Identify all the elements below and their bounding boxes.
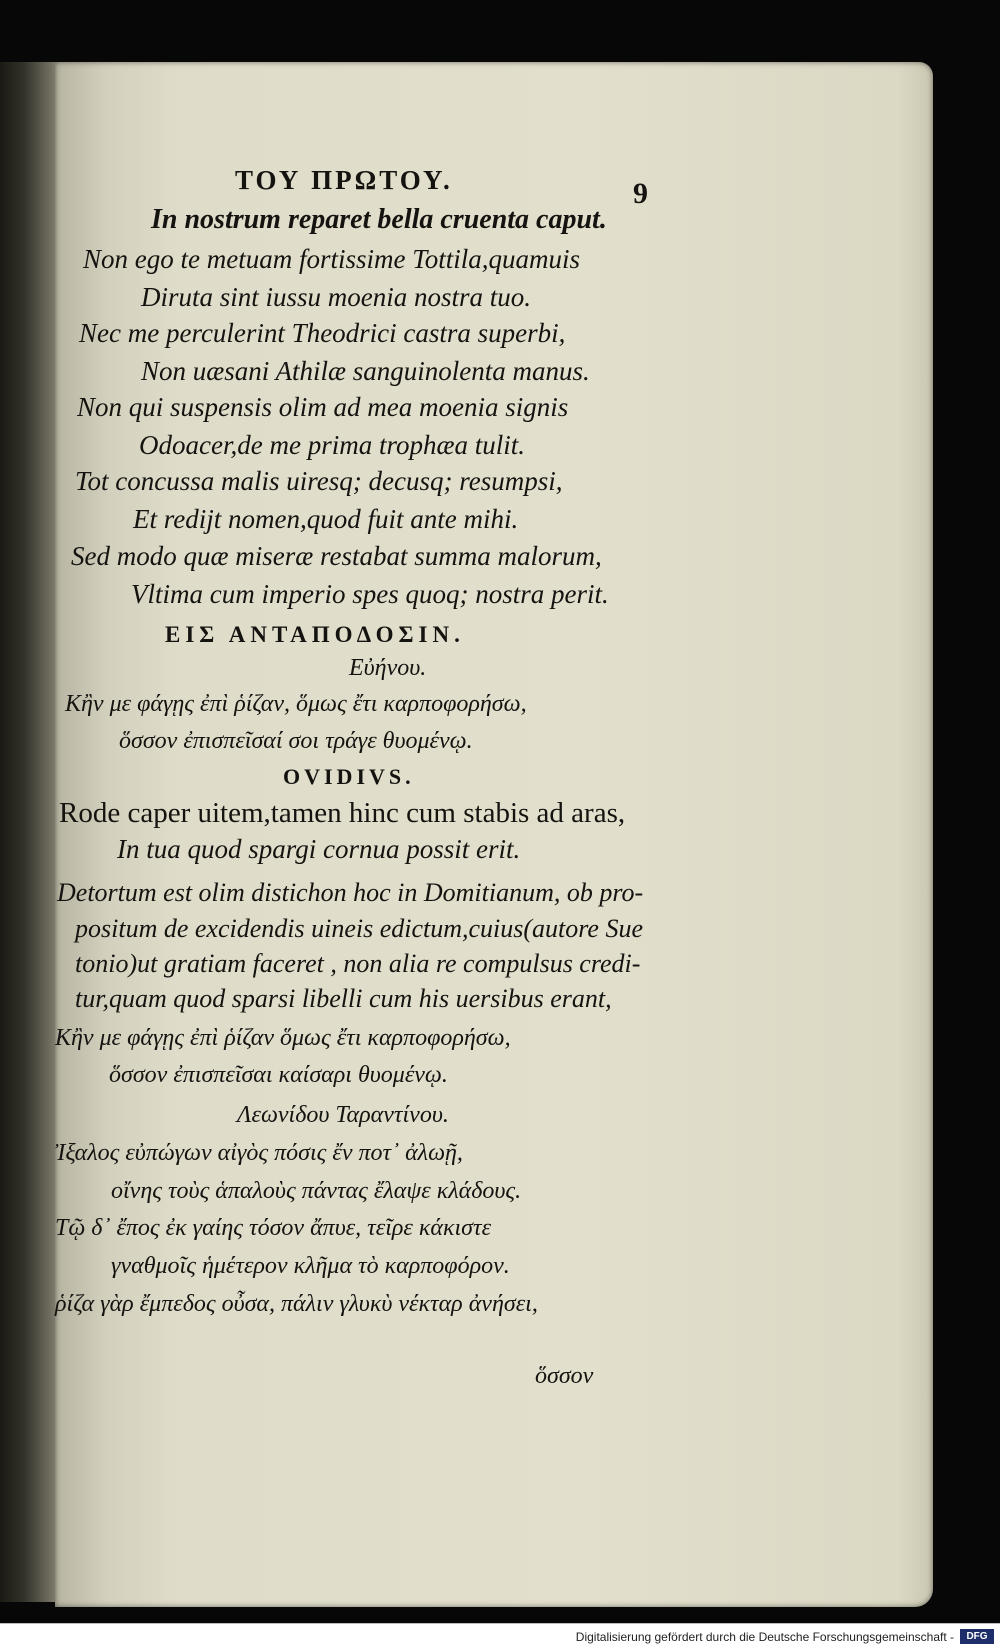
prose-line: tonio)ut gratiam faceret , non alia re compulsus credi-	[75, 949, 641, 978]
greek-verse-line: Τῷ δ᾽ ἔπος ἐκ γαίης τόσον ἄπυε, τεῖρε κάκιστε	[55, 1215, 492, 1241]
verse-line: Non uæsani Athilæ sanguinolenta manus.	[141, 356, 590, 386]
greek-verse-line: Κἢν με φάγῃς ἐπὶ ῥίζαν ὅμως ἔτι καρποφορήσω,	[55, 1025, 511, 1051]
section-heading: OVIDIVS.	[283, 764, 415, 789]
funding-notice: Digitalisierung gefördert durch die Deutsche Forschungsgemeinschaft -	[575, 1630, 954, 1644]
prose-line: Detortum est olim distichon hoc in Domitianum, ob pro-	[57, 878, 644, 907]
verse-line: Nec me perculerint Theodrici castra superbi,	[79, 318, 566, 348]
verse-line: Vltima cum imperio spes quoq; nostra perit.	[131, 579, 609, 609]
verse-line: Rode caper uitem,tamen hinc cum stabis ad aras,	[59, 797, 626, 829]
verse-line: Non ego te metuam fortissime Tottila,quamuis	[83, 244, 581, 274]
greek-verse-line: Κἢν με φάγῃς ἐπὶ ῥίζαν, ὅμως ἔτι καρποφορήσω,	[65, 691, 527, 717]
page-number: 9	[633, 177, 648, 210]
verse-line: In tua quod spargi cornua possit erit.	[117, 834, 521, 864]
verse-line: Non qui suspensis olim ad mea moenia signis	[77, 392, 569, 422]
dfg-logo: DFG	[960, 1629, 994, 1644]
prose-line: positum de excidendis uineis edictum,cuius(autore Sue	[75, 914, 644, 943]
greek-verse-line: ῥίζα γὰρ ἔμπεδος οὖσα, πάλιν γλυκὺ νέκταρ ἀνήσει,	[55, 1291, 538, 1317]
verse-line: Sed modo quæ miseræ restabat summa malorum,	[71, 541, 602, 571]
greek-verse-line: Ἰξαλος εὐπώγων αἰγὸς πόσις ἔν ποτ᾽ ἀλωῇ,	[55, 1140, 463, 1166]
verse-line: Diruta sint iussu moenia nostra tuo.	[141, 282, 532, 312]
greek-verse-line: γναθμοῖς ἡμέτερον κλῆμα τὸ καρποφόρον.	[111, 1253, 510, 1279]
running-head: ΤΟΥ ΠΡΩΤΟΥ.	[235, 165, 453, 195]
verse-line: In nostrum reparet bella cruenta caput.	[151, 204, 607, 235]
catchword: ὅσσον	[535, 1363, 594, 1389]
verse-line: Et redijt nomen,quod fuit ante mihi.	[133, 504, 519, 534]
greek-verse-line: οἴνης τοὺς ἁπαλοὺς πάντας ἔλαψε κλάδους.	[111, 1178, 522, 1204]
book-page	[55, 62, 933, 1607]
digitization-footer	[0, 1623, 1000, 1650]
verse-line: Tot concussa malis uiresq; decusq; resumpsi,	[75, 466, 563, 496]
greek-verse-line: ὅσσον ἐπισπεῖσαι καίσαρι θυομένῳ.	[109, 1062, 448, 1088]
epigram-author: Λεωνίδου Ταραντίνου.	[237, 1102, 449, 1128]
verse-line: Odoacer,de me prima trophæa tulit.	[139, 430, 525, 460]
greek-verse-line: ὅσσον ἐπισπεῖσαί σοι τράγε θυομένῳ.	[119, 728, 473, 754]
epigram-author: Εὐήνου.	[349, 655, 427, 681]
section-heading: ΕΙΣ ΑΝΤΑΠΟΔΟΣΙΝ.	[165, 622, 465, 647]
prose-line: tur,quam quod sparsi libelli cum his uersibus erant,	[75, 984, 612, 1013]
